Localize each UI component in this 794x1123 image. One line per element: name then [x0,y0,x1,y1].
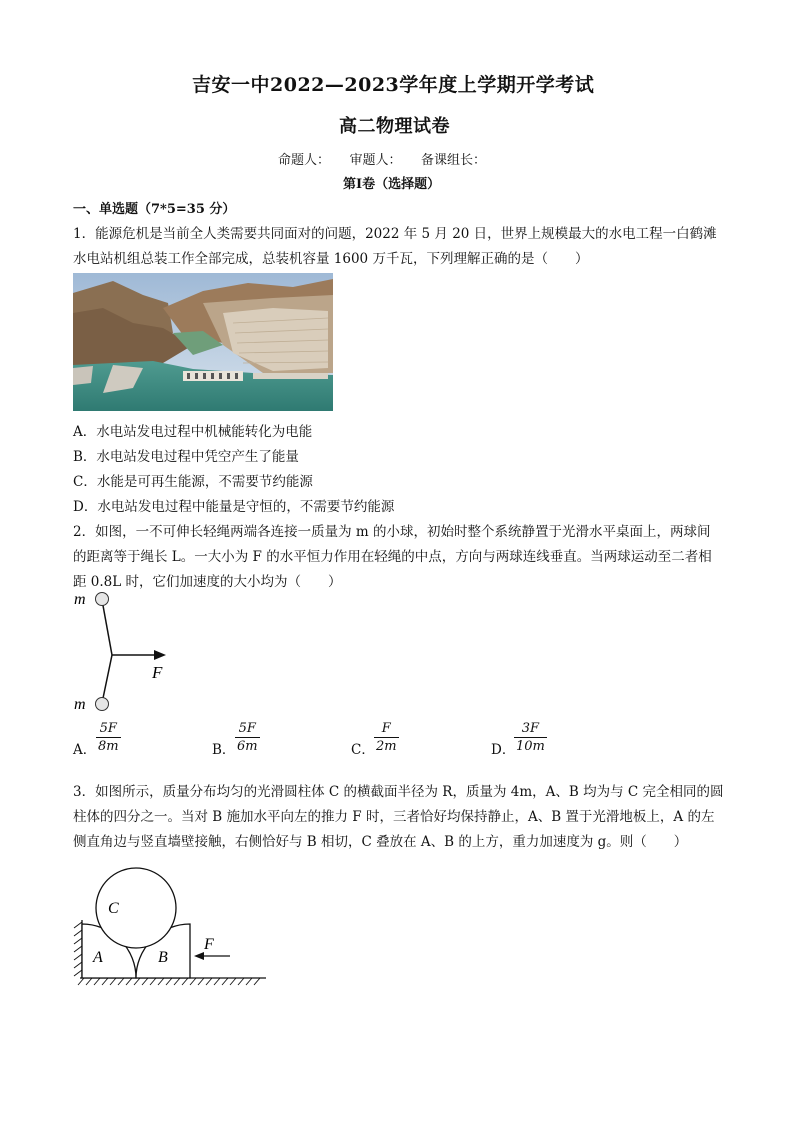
q2-force-label: F [152,663,163,682]
q2-option-d-den: 10m [516,739,545,754]
q2-option-d-fraction [514,721,547,755]
q1-text-line1: 1．能源危机是当前全人类需要共同面对的问题，2022 年 5 月 20 日，世界上规模最大的水电工程一白鹤滩 [73,226,717,242]
q2-option-d-letter[interactable]: D． [491,742,516,758]
q2-text-line2: 的距离等于绳长 L。一大小为 F 的水平恒力作用在轻绳的中点，方向与两球连线垂直。当两球运动至二者相 [73,549,712,565]
section-heading: 一、单选题（7*5=35 分） [73,202,236,217]
q3-label-b: B [158,949,168,966]
q2-option-b-fraction [235,721,260,755]
q2-option-a-den: 8m [98,739,119,754]
q2-mass-bottom-label: m [74,696,86,713]
q2-option-c-fraction [374,721,399,755]
q2-option-a-letter[interactable]: A． [73,742,97,758]
q2-mass-top-label: m [74,591,86,608]
q3-label-a: A [93,949,103,966]
q1-text-line2: 水电站机组总装工作全部完成，总装机容量 1600 万千瓦，下列理解正确的是（ ） [73,251,589,267]
q2-option-a-fraction [96,721,121,755]
q3-label-c: C [108,900,119,917]
q2-figure [70,585,190,715]
q2-option-c-letter[interactable]: C． [351,742,375,758]
q2-option-b-letter[interactable]: B． [212,742,236,758]
dam-photo [73,273,333,411]
q2-text-line3: 距 0.8L 时，它们加速度的大小均为（ ） [73,574,342,590]
q2-option-c-den: 2m [376,739,397,754]
q2-option-a-num: 5F [96,721,121,738]
q2-option-d-num: 3F [514,721,547,738]
q1-option-b[interactable]: B．水电站发电过程中凭空产生了能量 [73,449,299,465]
q3-text-line3: 侧直角边与竖直墙壁接触，右侧恰好与 B 相切，C 叠放在 A、B 的上方，重力加速度为 g。则（ ） [73,834,688,850]
q2-option-c-num: F [374,721,399,738]
q3-figure [70,858,280,993]
q1-option-c[interactable]: C．水能是可再生能源，不需要节约能源 [73,474,313,490]
q3-text-line1: 3．如图所示，质量分布均匀的光滑圆柱体 C 的横截面半径为 R，质量为 4m，A、B 均为与 C 完全相同的圆 [73,784,724,800]
q2-text-line1: 2．如图，一不可伸长轻绳两端各连接一质量为 m 的小球，初始时整个系统静置于光滑水平桌面上，两球间 [73,524,711,540]
q1-option-d[interactable]: D．水电站发电过程中能量是守恒的，不需要节约能源 [73,499,395,515]
staff-line: 命题人： 审题人： 备课组长： [278,153,487,168]
exam-subtitle: 高二物理试卷 [339,116,450,137]
q3-label-f: F [204,936,214,953]
q3-text-line2: 柱体的四分之一。当对 B 施加水平向左的推力 F 时，三者恰好均保持静止，A、B 置于光滑地板上，A 的左 [73,809,715,825]
q2-option-b-num: 5F [235,721,260,738]
exam-title: 吉安一中2022—2023学年度上学期开学考试 [192,74,595,96]
part-heading: 第Ⅰ卷（选择题） [343,177,441,192]
q2-option-b-den: 6m [237,739,258,754]
q1-option-a[interactable]: A．水电站发电过程中机械能转化为电能 [73,424,313,440]
